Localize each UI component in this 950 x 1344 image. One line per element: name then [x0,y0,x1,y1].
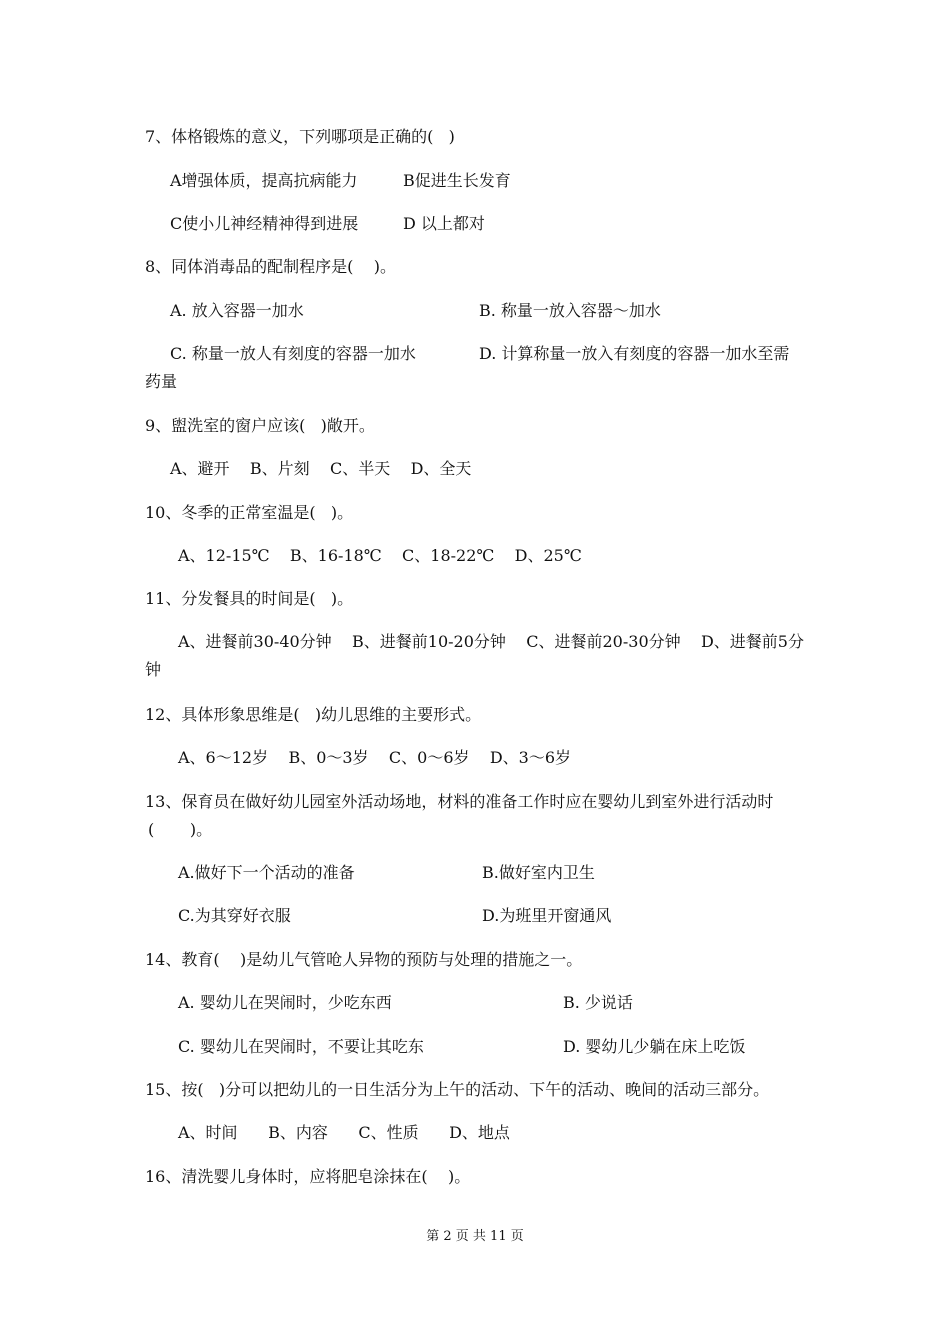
question-8-option-d-continued: 药量 [145,372,178,391]
question-13-option-a: A.做好下一个活动的准备 [178,863,355,882]
question-15-stem: 15、按( )分可以把幼儿的一日生活分为上午的活动、下午的活动、晚间的活动三部分。 [145,1080,770,1099]
question-7-stem: 7、体格锻炼的意义，下列哪项是正确的( ) [145,127,455,146]
question-8-option-d: D. 计算称量一放入有刻度的容器一加水至需 [479,344,790,363]
question-14-option-d: D. 婴幼儿少躺在床上吃饭 [563,1037,746,1056]
question-14-option-b: B. 少说话 [563,993,633,1012]
question-8-option-c: C. 称量一放人有刻度的容器一加水 [170,344,416,363]
question-9-stem: 9、盥洗室的窗户应该( )敞开。 [145,416,375,435]
question-14-option-a: A. 婴幼儿在哭闹时，少吃东西 [178,993,392,1012]
question-13-stem: 13、保育员在做好幼儿园室外活动场地，材料的准备工作时应在婴幼儿到室外进行活动时 [145,792,774,811]
question-14-stem: 14、教育( )是幼儿气管呛人异物的预防与处理的措施之一。 [145,950,583,969]
question-13-stem-continued: ( )。 [148,820,213,839]
question-11-stem: 11、分发餐具的时间是( )。 [145,589,354,608]
question-14-option-c: C. 婴幼儿在哭闹时，不要让其吃东 [178,1037,424,1056]
question-8-option-a: A. 放入容器一加水 [170,301,304,320]
question-7-option-d: D 以上都对 [403,214,485,233]
question-13-option-b: B.做好室内卫生 [482,863,595,882]
question-11-options-continued: 钟 [145,660,162,679]
page-number-footer: 第 2 页 共 11 页 [426,1229,524,1244]
question-10-options: A、12-15℃ B、16-18℃ C、18-22℃ D、25℃ [178,546,582,565]
question-11-options: A、进餐前30-40分钟 B、进餐前10-20分钟 C、进餐前20-30分钟 D、进餐前5分 [178,632,804,651]
question-16-stem: 16、清洗婴儿身体时，应将肥皂涂抹在( )。 [145,1167,471,1186]
question-13-option-c: C.为其穿好衣服 [178,906,291,925]
question-12-stem: 12、具体形象思维是( )幼儿思维的主要形式。 [145,705,482,724]
question-7-option-a: A增强体质，提高抗病能力 [170,171,358,190]
question-9-options: A、避开 B、片刻 C、半天 D、全天 [170,459,472,478]
question-15-options: A、时间 B、内容 C、性质 D、地点 [178,1123,510,1142]
question-7-option-b: B促进生长发育 [403,171,511,190]
question-12-options: A、6～12岁 B、0～3岁 C、0～6岁 D、3～6岁 [178,748,572,767]
question-13-option-d: D.为班里开窗通风 [482,906,612,925]
question-8-option-b: B. 称量一放入容器～加水 [479,301,661,320]
question-8-stem: 8、同体消毒品的配制程序是( )。 [145,257,397,276]
question-7-option-c: C使小儿神经精神得到进展 [170,214,359,233]
question-10-stem: 10、冬季的正常室温是( )。 [145,503,354,522]
